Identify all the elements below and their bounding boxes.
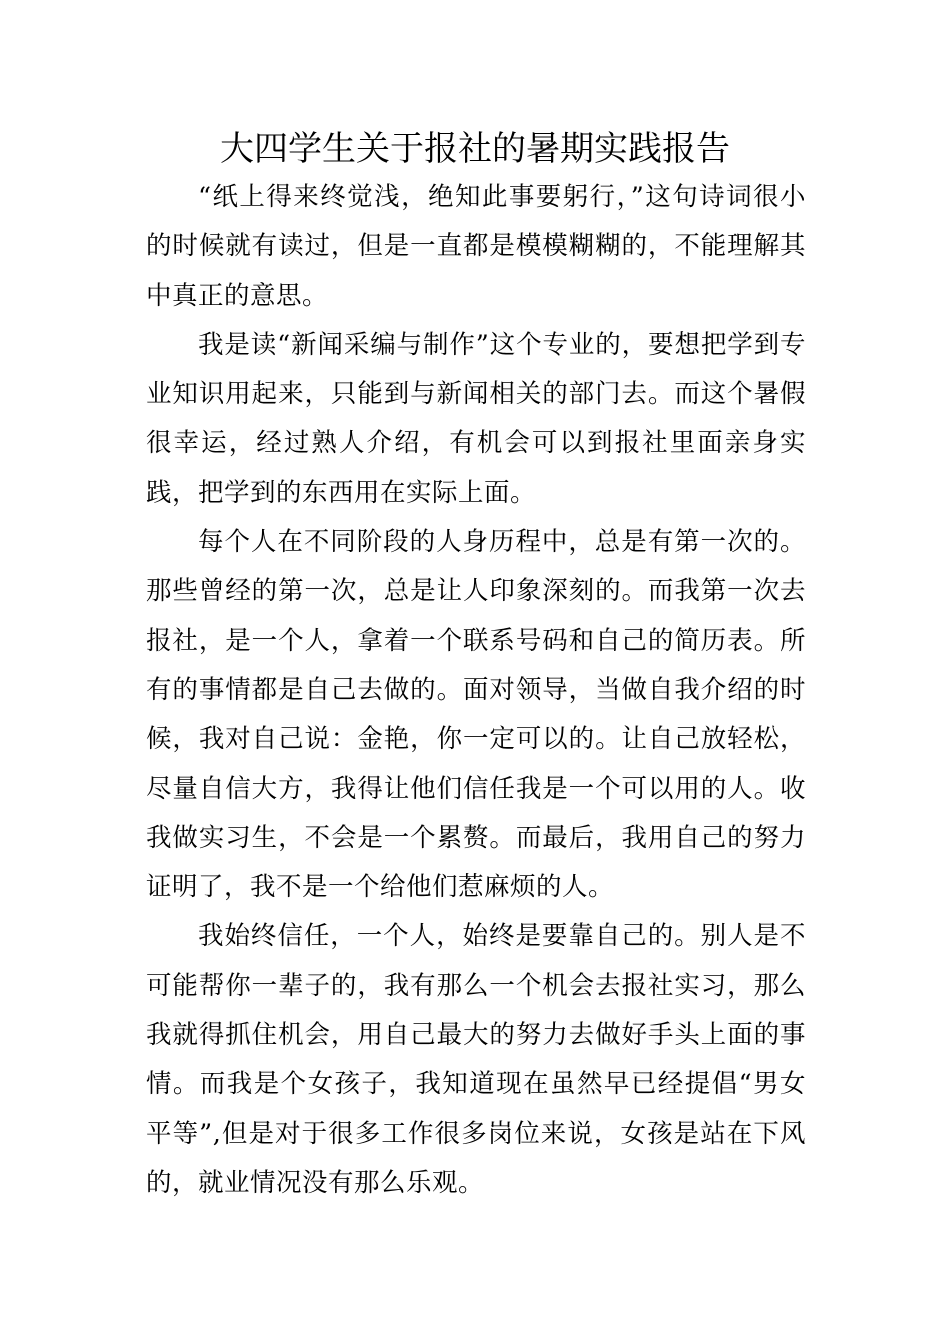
document-title: 大四学生关于报社的暑期实践报告	[220, 129, 730, 169]
paragraph-2: 我是读“新闻采编与制作”这个专业的，要想把学到专业知识用起来，只能到与新闻相关的部门去。而这个暑假很幸运，经过熟人介绍，有机会可以到报社里面亲身实践，把学到的东西用在实际上面。	[146, 329, 806, 508]
paragraph-4: 我始终信任，一个人，始终是要靠自己的。别人是不可能帮你一辈子的，我有那么一个机会去报社实习，那么我就得抓住机会，用自己最大的努力去做好手头上面的事情。而我是个女孩子，我知道现在虽然早已经提倡“男女平等”,但是对于很多工作很多岗位来说，女孩是站在下风的，就业情况没有那么乐观。	[146, 921, 806, 1198]
document-body	[146, 173, 806, 1208]
paragraph-1: “纸上得来终觉浅，绝知此事要躬行，”这句诗词很小的时候就有读过，但是一直都是模模糊糊的，不能理解其中真正的意思。	[146, 182, 806, 311]
paragraph-3: 每个人在不同阶段的人身历程中，总是有第一次的。那些曾经的第一次，总是让人印象深刻的。而我第一次去报社，是一个人，拿着一个联系号码和自己的简历表。所有的事情都是自己去做的。面对领导，当做自我介绍的时候，我对自己说：金艳，你一定可以的。让自己放轻松，尽量自信大方，我得让他们信任我是一个可以用的人。收我做实习生，不会是一个累赘。而最后，我用自己的努力证明了，我不是一个给他们惹麻烦的人。	[146, 527, 806, 903]
